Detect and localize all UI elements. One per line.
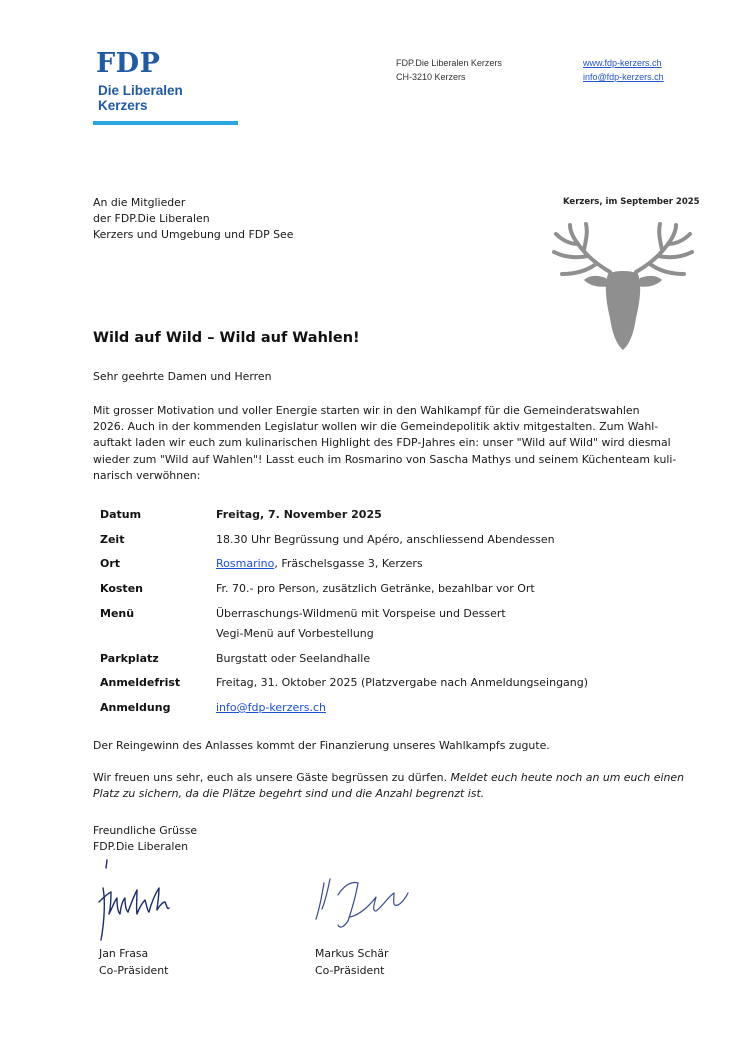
header-org: FDP.Die Liberalen Kerzers [396, 58, 502, 68]
salutation: Sehr geehrte Damen und Herren [93, 370, 272, 383]
logo-fdp: FDP [96, 48, 161, 79]
rosmarino-link[interactable]: Rosmarino [216, 557, 275, 570]
label-kosten: Kosten [100, 582, 143, 595]
header-city: CH-3210 Kerzers [396, 72, 466, 82]
signer-role: Co-Präsident [315, 963, 385, 977]
label-menu: Menü [100, 607, 135, 620]
signer-2 [315, 946, 389, 979]
closing-line-1 [93, 770, 703, 786]
signer-role: Co-Präsident [99, 963, 169, 977]
intro-line: narisch verwöhnen: [93, 468, 201, 482]
label-anmeldung: Anmeldung [100, 701, 171, 714]
signer-name: Markus Schär [315, 947, 389, 960]
intro-line: 2026. Auch in der kommenden Legislatur wollen wir die Gemeindepolitik aktiv mitgestalten. Zum Wahl- [93, 420, 659, 434]
letter-title: Wild auf Wild – Wild auf Wahlen! [93, 330, 360, 346]
signer-1 [99, 946, 168, 979]
regards-line: FDP.Die Liberalen [93, 840, 189, 854]
label-ort: Ort [100, 557, 121, 570]
signature-markus-schaer [310, 875, 415, 937]
recipient-address [93, 195, 293, 244]
proceeds-note: Der Reingewinn des Anlasses kommt der Finanzierung unseres Wahlkampfs zugute. [93, 739, 550, 752]
logo-line-kerzers: Kerzers [98, 98, 148, 113]
closing-italic-text: Platz zu sichern, da die Plätze begehrt sind und die Anzahl begrenzt ist. [93, 787, 485, 801]
closing-line-2 [93, 786, 703, 802]
value-anmeldefrist: Freitag, 31. Oktober 2025 (Platzvergabe nach Anmeldungseingang) [216, 676, 589, 689]
regards-block [93, 823, 197, 855]
logo-line-die-liberalen: Die Liberalen [98, 83, 183, 98]
closing-text: Wir freuen uns sehr, euch als unsere Gäste begrüssen zu dürfen. [93, 771, 451, 784]
regards-line: Freundliche Grüsse [93, 824, 198, 837]
value-menu-1: Überraschungs-Wildmenü mit Vorspeise und Dessert [216, 607, 506, 620]
intro-paragraph [93, 403, 695, 484]
value-zeit: 18.30 Uhr Begrüssung und Apéro, anschliessend Abendessen [216, 533, 555, 546]
anmeldung-email-link[interactable]: info@fdp-kerzers.ch [216, 701, 327, 714]
recipient-line: der FDP.Die Liberalen [93, 212, 210, 226]
logo-accent-bar [93, 121, 238, 125]
closing-paragraph [93, 770, 703, 802]
label-datum: Datum [100, 508, 142, 521]
value-datum [216, 508, 382, 521]
stag-head-icon [548, 222, 698, 354]
value-anmeldung [216, 701, 326, 714]
intro-line: wieder zum "Wild auf Wahlen"! Lasst euch im Rosmarino von Sascha Mathys und seinem Küchenteam kuli- [93, 452, 677, 466]
header-email-link[interactable]: info@fdp-kerzers.ch [583, 72, 664, 82]
value-datum-text: Freitag, 7. November 2025 [216, 508, 382, 521]
value-menu-2: Vegi-Menü auf Vorbestellung [216, 627, 374, 640]
signature-jan-frasa [93, 858, 183, 946]
header-website-link[interactable]: www.fdp-kerzers.ch [583, 58, 662, 68]
value-parkplatz: Burgstatt oder Seelandhalle [216, 652, 371, 665]
label-anmeldefrist: Anmeldefrist [100, 676, 181, 689]
label-parkplatz: Parkplatz [100, 652, 159, 665]
signer-name: Jan Frasa [99, 947, 149, 960]
closing-italic-text: Meldet euch heute noch an um euch einen [450, 771, 684, 784]
label-zeit: Zeit [100, 533, 125, 546]
value-ort-address: , Fräschelsgasse 3, Kerzers [274, 557, 423, 570]
intro-line: auftakt laden wir euch zum kulinarischen Highlight des FDP-Jahres ein: unser "Wild auf Wild" wird diesmal [93, 436, 671, 450]
recipient-line: An die Mitglieder [93, 196, 186, 209]
intro-line: Mit grosser Motivation und voller Energie starten wir in den Wahlkampf für die Gemeinderatswahlen [93, 404, 640, 417]
letter-date: Kerzers, im September 2025 [563, 197, 700, 207]
value-ort [216, 557, 423, 570]
recipient-line: Kerzers und Umgebung und FDP See [93, 228, 294, 242]
value-kosten: Fr. 70.- pro Person, zusätzlich Getränke, bezahlbar vor Ort [216, 582, 535, 595]
